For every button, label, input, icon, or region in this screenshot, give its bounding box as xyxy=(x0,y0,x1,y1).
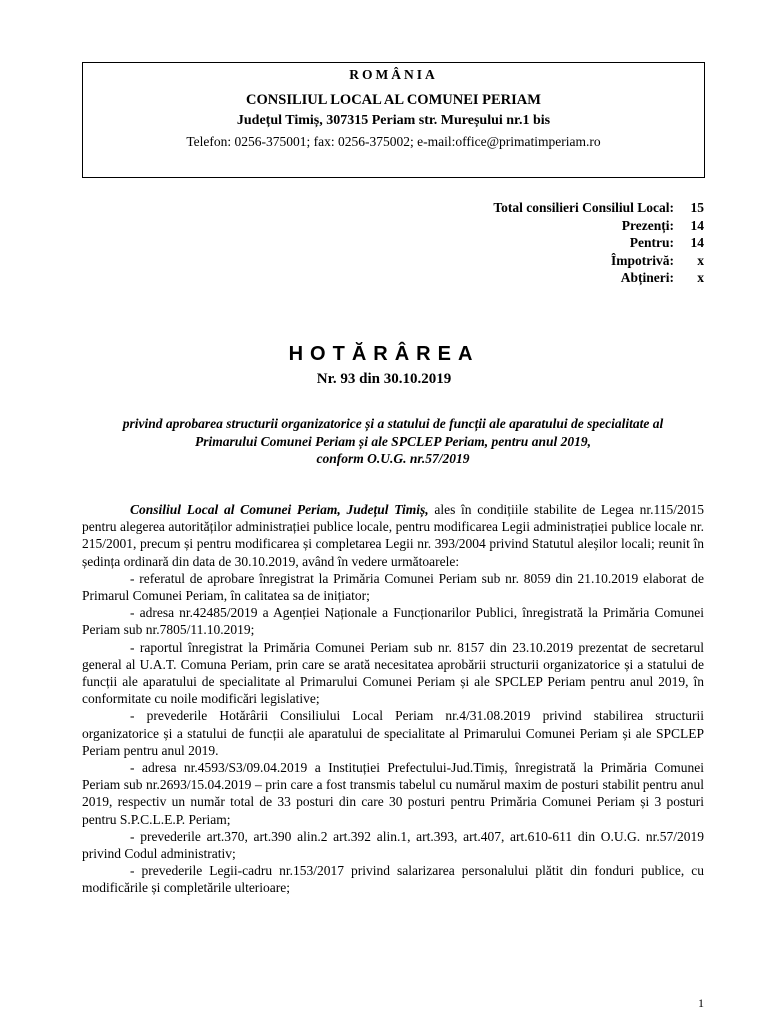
vote-row-total xyxy=(493,199,704,217)
considerent-item: - adresa nr.42485/2019 a Agenției Naționale a Funcționarilor Publici, înregistrată la Primăria Comunei Periam sub nr.7805/11.10.2019; xyxy=(82,605,704,638)
intro-lead: Consiliul Local al Comunei Periam, Județul Timiș, xyxy=(130,502,429,517)
letterhead-country: ROMÂNIA xyxy=(349,67,438,82)
considerent-item: - prevederile Hotărârii Consiliului Local Periam nr.4/31.08.2019 privind stabilirea structurii organizatorice și a statului de funcții ale aparatului de specialitate al Primarului Comunei Periam și ale SPCLEP Periam pentru anul 2019. xyxy=(82,708,704,758)
subject-line: privind aprobarea structurii organizatorice și a statului de funcții ale aparatului de specialitate al xyxy=(122,416,664,431)
vote-row-against xyxy=(493,252,704,270)
vote-label: Pentru: xyxy=(629,235,674,251)
letterhead-address: Județul Timiș, 307315 Periam str. Mureșului nr.1 bis xyxy=(236,113,551,128)
subject-line: conform O.U.G. nr.57/2019 xyxy=(316,451,470,466)
letterhead-contact: Telefon: 0256-375001; fax: 0256-375002; e-mail:office@primatimperiam.ro xyxy=(186,134,601,149)
considerent-item: - raportul înregistrat la Primăria Comunei Periam sub nr. 8157 din 23.10.2019 prezentat de secretarul general al U.A.T. Comuna Periam, prin care se arată necesitatea aprobării structurii organizatorice și a statului de funcții ale aparatului de specialitate al Primarului Comunei Periam și ale SPCLEP Periam pentru anul 2019, în conformitate cu noile modificări legislative; xyxy=(82,639,704,707)
intro-text: ales în condițiile stabilite de Legea nr.115/2015 pentru alegerea autorităților administrației publice locale, pentru modificarea Legii administrației publice locale nr. 215/2001, precum și pentru modificarea și completarea Legii nr. 393/2004 privind Statutul aleșilor locali; reunit în ședința ordinară din data de 30.10.2019, având în vedere următoarele: xyxy=(82,502,704,569)
vote-label: Împotrivă: xyxy=(611,252,674,268)
vote-row-abstain xyxy=(493,269,704,287)
document-subject xyxy=(82,415,704,468)
vote-value: x xyxy=(697,252,704,268)
considerent-item: - prevederile art.370, art.390 alin.2 art.392 alin.1, art.393, art.407, art.610-611 din O.U.G. nr.57/2019 privind Codul administrativ; xyxy=(82,828,704,862)
document-title: HOTĂRÂREA xyxy=(288,343,480,365)
considerent-item: - referatul de aprobare înregistrat la Primăria Comunei Periam sub nr. 8059 din 21.10.2019 elaborat de Primarul Comunei Periam, în calitatea sa de inițiator; xyxy=(82,570,704,604)
vote-row-present xyxy=(493,217,704,235)
vote-value: 15 xyxy=(690,200,704,215)
letterhead-box xyxy=(82,62,705,178)
vote-value: x xyxy=(697,270,704,286)
vote-value: 14 xyxy=(690,235,704,251)
vote-value: 14 xyxy=(690,217,704,233)
vote-label: Abțineri: xyxy=(620,270,674,286)
considerent-item: - prevederile Legii-cadru nr.153/2017 privind salarizarea personalului plătit din fonduri publice, cu modificările și completările ulterioare; xyxy=(82,863,704,896)
vote-summary-table xyxy=(493,199,704,287)
intro-paragraph xyxy=(82,501,704,570)
document-number: Nr. 93 din 30.10.2019 xyxy=(316,371,452,387)
vote-label: Prezenți: xyxy=(621,217,674,233)
document-body xyxy=(82,501,704,897)
subject-line: Primarului Comunei Periam și ale SPCLEP Periam, pentru anul 2019, xyxy=(195,433,591,449)
vote-label: Total consilieri Consiliul Local: xyxy=(493,200,674,215)
considerent-item: - adresa nr.4593/S3/09.04.2019 a Instituției Prefectului-Jud.Timiș, înregistrată la Primăria Comunei Periam sub nr.2693/15.04.2019 – prin care a fost transmis tabelul cu numărul maxim de posturi stabilit pentru anul 2019, respectiv un număr total de 33 posturi din care 30 posturi pentru Primăria Comunei Periam și 3 posturi pentru S.P.C.L.E.P. Periam; xyxy=(82,760,704,827)
letterhead-council: CONSILIUL LOCAL AL COMUNEI PERIAM xyxy=(246,92,541,108)
vote-row-for xyxy=(493,234,704,252)
page-number: 1 xyxy=(698,996,704,1010)
